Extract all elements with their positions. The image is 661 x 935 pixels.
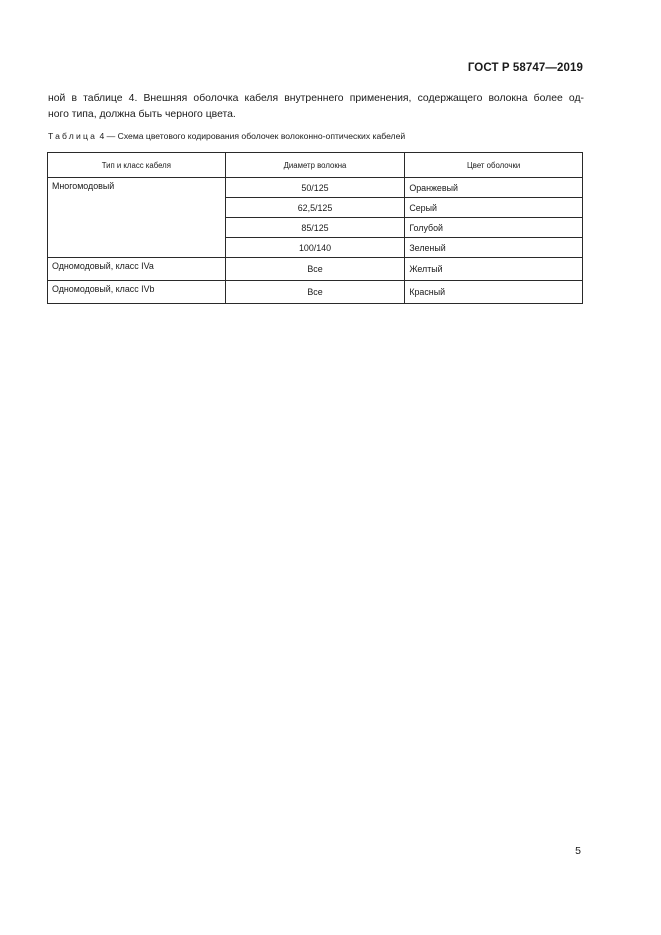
header-jacket-color: Цвет оболочки [405, 153, 583, 178]
cell-cable-type: Одномодовый, класс IVa [48, 258, 226, 281]
cell-color: Красный [405, 281, 583, 304]
cell-cable-type: Одномодовый, класс IVb [48, 281, 226, 304]
document-header: ГОСТ Р 58747—2019 [467, 62, 583, 74]
paragraph-line: ной в таблице 4. Внешняя оболочка кабеля внутреннего применения, содержащего волокна более од- [48, 93, 584, 104]
cell-cable-type: Многомодовый [48, 178, 226, 258]
table-row [48, 281, 583, 304]
body-paragraph [48, 91, 584, 122]
cell-diameter: Все [225, 258, 405, 281]
cell-diameter: 62,5/125 [225, 198, 405, 218]
table-header-row [48, 153, 583, 178]
table-row [48, 258, 583, 281]
cell-color: Зеленый [405, 238, 583, 258]
table-caption-label: Таблица [48, 131, 98, 141]
cell-diameter: 85/125 [225, 218, 405, 238]
paragraph-line: ного типа, должна быть черного цвета. [48, 108, 236, 120]
header-cable-type: Тип и класс кабеля [48, 153, 226, 178]
table-row [48, 178, 583, 198]
table-caption-text: 4 — Схема цветового кодирования оболочек волоконно-оптических кабелей [99, 131, 406, 141]
cell-diameter: 50/125 [225, 178, 405, 198]
cell-color: Серый [405, 198, 583, 218]
table-caption [48, 131, 405, 141]
cell-diameter: Все [225, 281, 405, 304]
cell-color: Оранжевый [405, 178, 583, 198]
page-number: 5 [575, 845, 581, 857]
cell-color: Голубой [405, 218, 583, 238]
color-coding-table [47, 152, 583, 304]
cell-diameter: 100/140 [225, 238, 405, 258]
header-fiber-diameter: Диаметр волокна [225, 153, 405, 178]
cell-color: Желтый [405, 258, 583, 281]
